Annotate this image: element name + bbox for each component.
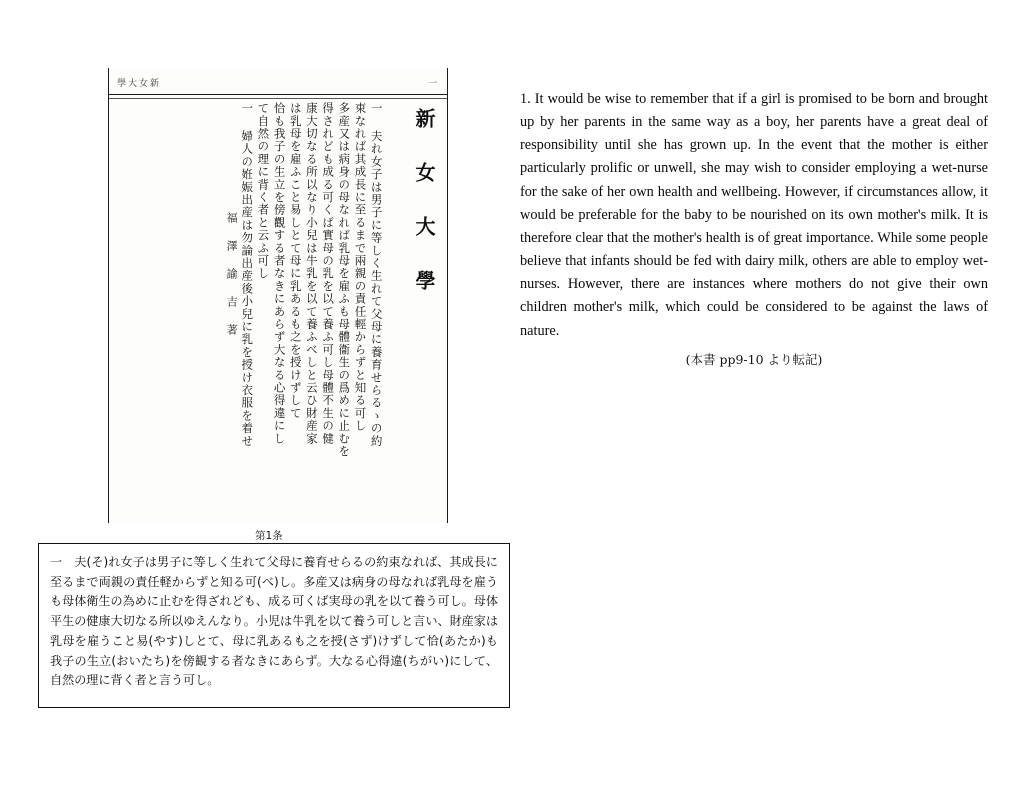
facsimile-header-center: 學大女新	[117, 78, 162, 89]
facsimile-page	[108, 68, 448, 523]
facsimile-title: 新 女 大 學	[412, 108, 436, 295]
facsimile-body	[113, 102, 443, 519]
facsimile-column-6: は乳母を雇ふこと易しとて母に乳あるも之を授けずして	[288, 102, 303, 420]
transcript-text: 一 夫(そ)れ女子は男子に等しく生れて父母に養育せらるの約束なれば、其成長に至るまで両親の責任軽からずと知る可(べ)し。多産又は病身の母なれば乳母を雇うも母体衛生の為めに止むを得ざれども、成る可くば実母の乳を以て養う可し。母体平生の健康大切なる所以ゆえんなり。小児は牛乳を以て養う可しと言い、財産家は乳母を雇うこと易(やす)しとて、母に乳あるも之を授(さず)けずして恰(あたか)も我子の生立(おいたち)を傍観する者なきにあらず。大なる心得違(ちがい)にして、自然の理に背く者と言う可し。	[50, 555, 498, 688]
facsimile-author: 福 澤 諭 吉 著	[225, 212, 239, 337]
translation-block	[520, 88, 988, 343]
translation-paragraph: 1. It would be wise to remember that if a girl is promised to be born and brought up by her parents in the same way as a boy, her parents have a great deal of responsibility until she has grown up. In the event that the mother is either particularly prolific or unwell, she may wish to consider employing a wet-nurse for the sake of her own health and wellbeing. However, if circumstances allow, it would be preferable for the baby to be nourished on its own mother's milk. It is therefore clear that the mother's health is of great importance. While some people believe that infants should be fed with dairy milk, others are able to employ wet-nurses. However, there are instances where mothers do not give their own children mother's milk, which could be considered to be against the laws of nature.	[520, 91, 988, 339]
facsimile-column-1: 一 夫れ女子は男子に等しく生れて父母に養育せらるゝの約	[369, 102, 384, 448]
facsimile-column-2: 束なれば其成長に至るまで兩親の責任輕からずと知る可し	[353, 102, 368, 433]
facsimile-header	[109, 70, 447, 94]
facsimile-rule-top	[109, 94, 447, 95]
transcript-label: 第1条	[255, 530, 283, 542]
facsimile-gutter	[385, 102, 401, 519]
facsimile-column-7: 恰も我子の生立を傍觀する者なきにあらず大なる心得違にし	[272, 102, 287, 445]
source-note: (本書 pp9-10 より転記)	[685, 352, 823, 367]
facsimile-column-4: 得されども成る可くば實母の乳を以て養ふ可し母體不生の健	[321, 102, 336, 445]
transcript-box	[38, 543, 510, 708]
facsimile-column-3: 多産又は病身の母なれば乳母を雇ふも母體衞生の爲めに止むを	[337, 102, 352, 458]
facsimile-header-right: 一	[427, 78, 439, 89]
facsimile-rule-top-secondary	[109, 98, 447, 99]
facsimile-column-9: 一 婦人の姙娠出産は勿論出産後小兒に乳を授け衣服を着せ	[240, 102, 255, 448]
facsimile-column-5: 康大切なる所以なり小兒は牛乳を以て養ふべしと云ひ財産家	[304, 102, 319, 445]
facsimile-column-8: て自然の理に背く者と云ふ可し	[256, 102, 271, 280]
